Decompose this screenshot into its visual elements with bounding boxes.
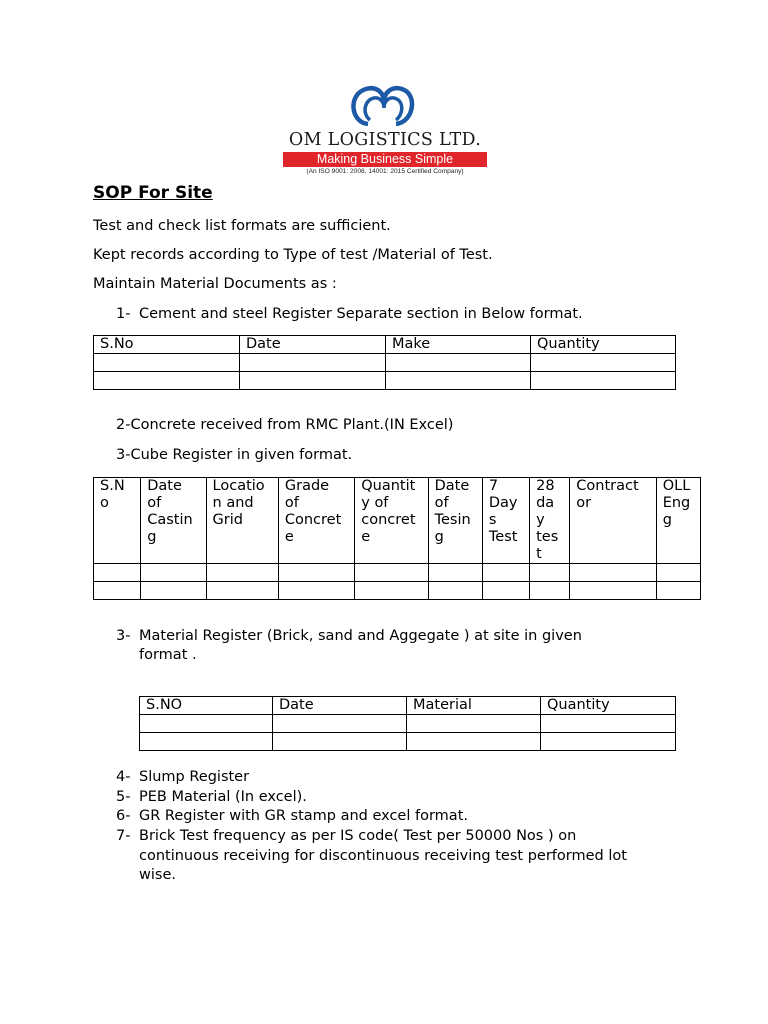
- table-cell: [428, 564, 482, 582]
- table-cell: [206, 564, 278, 582]
- table-row: [94, 372, 676, 390]
- table-cell: [531, 354, 676, 372]
- table-header-cell: Make: [386, 336, 531, 354]
- table-cell: [386, 354, 531, 372]
- table-header-cell: Contract or: [570, 478, 656, 564]
- list-item-text: PEB Material (In excel).: [139, 789, 307, 805]
- table-cell: [94, 582, 141, 600]
- table-header-cell: Quantity: [541, 697, 676, 715]
- table-header-cell: Date of Castin g: [141, 478, 206, 564]
- table-header-cell: 7 Day s Test: [482, 478, 529, 564]
- table-cell: [482, 564, 529, 582]
- table-cell: [94, 354, 240, 372]
- logo-company-name: OM LOGISTICS LTD.: [288, 130, 482, 150]
- table-cell: [530, 582, 570, 600]
- table-cell: [94, 564, 141, 582]
- list-item-text: GR Register with GR stamp and excel format.: [139, 808, 468, 824]
- table-cell: [141, 582, 206, 600]
- cube-register-table: [93, 477, 701, 600]
- table-cell: [656, 582, 700, 600]
- list-item-text: wise.: [139, 867, 176, 883]
- table-cell: [530, 564, 570, 582]
- table-header-cell: Material: [407, 697, 541, 715]
- table-header-cell: S.N o: [94, 478, 141, 564]
- table-row: [94, 582, 701, 600]
- table-header-cell: S.No: [94, 336, 240, 354]
- list-item-text: continuous receiving for discontinuous receiving test performed lot: [139, 848, 627, 864]
- list-item-text: Material Register (Brick, sand and Aggegate ) at site in given: [139, 628, 582, 644]
- list-number: 7-: [116, 828, 131, 844]
- table-cell: [407, 733, 541, 751]
- table-cell: [240, 354, 386, 372]
- table-cell: [140, 733, 273, 751]
- table-cell: [355, 582, 428, 600]
- table-row: [140, 733, 676, 751]
- table-header-cell: Date: [273, 697, 407, 715]
- table-cell: [531, 372, 676, 390]
- table-header-row: [94, 478, 701, 564]
- table-row: [94, 354, 676, 372]
- table-cell: [273, 715, 407, 733]
- table-row: [94, 564, 701, 582]
- table-cell: [278, 564, 354, 582]
- table-cell: [240, 372, 386, 390]
- table-cell: [541, 733, 676, 751]
- logo-certification: (An ISO 9001: 2008, 14001: 2015 Certified Company): [306, 168, 464, 175]
- paragraph: Maintain Material Documents as :: [93, 276, 337, 292]
- logo-tagline: Making Business Simple: [283, 152, 487, 167]
- table-row: [140, 715, 676, 733]
- company-logo: [282, 84, 488, 176]
- table-header-cell: 28 da y tes t: [530, 478, 570, 564]
- table-header-cell: Date of Tesin g: [428, 478, 482, 564]
- list-number: 1-: [116, 306, 131, 322]
- cement-steel-register-table: [93, 335, 676, 390]
- table-cell: [141, 564, 206, 582]
- table-header-row: [140, 697, 676, 715]
- paragraph: Kept records according to Type of test /Material of Test.: [93, 247, 493, 263]
- table-cell: [94, 372, 240, 390]
- table-cell: [428, 582, 482, 600]
- table-cell: [570, 582, 656, 600]
- table-cell: [656, 564, 700, 582]
- table-header-cell: OLL Eng g: [656, 478, 700, 564]
- list-item-text: Brick Test frequency as per IS code( Test per 50000 Nos ) on: [139, 828, 577, 844]
- table-cell: [482, 582, 529, 600]
- table-header-row: [94, 336, 676, 354]
- list-item-text: 2-Concrete received from RMC Plant.(IN Excel): [116, 417, 454, 433]
- document-title: SOP For Site: [93, 183, 213, 203]
- table-header-cell: S.NO: [140, 697, 273, 715]
- table-cell: [386, 372, 531, 390]
- table-cell: [541, 715, 676, 733]
- table-header-cell: Quantity: [531, 336, 676, 354]
- table-cell: [278, 582, 354, 600]
- table-header-cell: Locatio n and Grid: [206, 478, 278, 564]
- logo-rings-icon: [346, 84, 418, 128]
- list-item-text: 3-Cube Register in given format.: [116, 447, 353, 463]
- table-cell: [273, 733, 407, 751]
- table-cell: [355, 564, 428, 582]
- list-number: 4-: [116, 769, 131, 785]
- table-header-cell: Grade of Concret e: [278, 478, 354, 564]
- table-header-cell: Date: [240, 336, 386, 354]
- paragraph: Test and check list formats are sufficient.: [93, 218, 391, 234]
- table-cell: [407, 715, 541, 733]
- list-number: 3-: [116, 628, 131, 644]
- table-header-cell: Quantit y of concret e: [355, 478, 428, 564]
- material-register-table: [139, 696, 676, 751]
- table-cell: [570, 564, 656, 582]
- table-cell: [206, 582, 278, 600]
- list-number: 6-: [116, 808, 131, 824]
- table-cell: [140, 715, 273, 733]
- list-item-text: Slump Register: [139, 769, 250, 785]
- list-item-text: Cement and steel Register Separate section in Below format.: [139, 306, 583, 322]
- list-number: 5-: [116, 789, 131, 805]
- list-item-text: format .: [139, 647, 197, 663]
